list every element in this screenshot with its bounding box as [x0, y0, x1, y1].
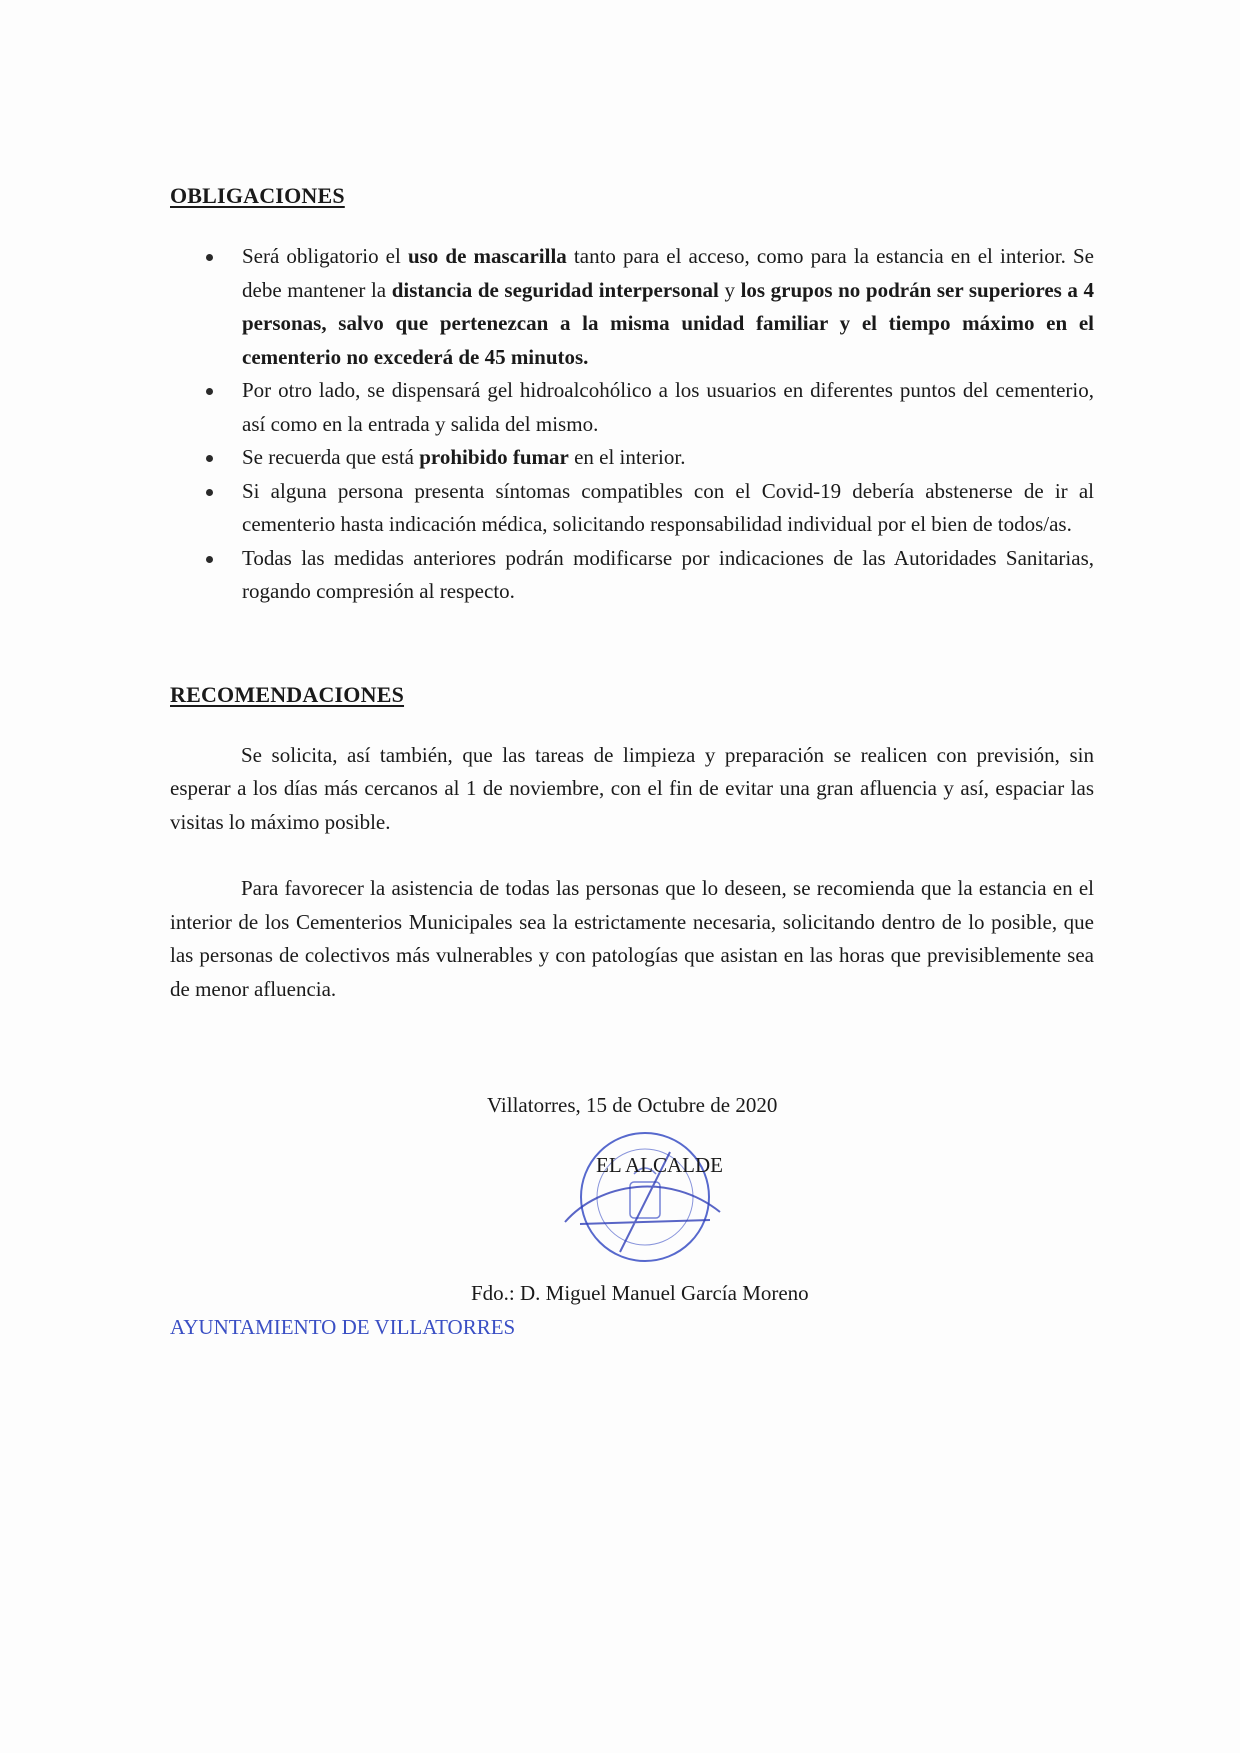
signed-by: Fdo.: D. Miguel Manuel García Moreno [471, 1281, 809, 1305]
list-item [206, 441, 1094, 475]
heading-recomendaciones: RECOMENDACIONES [170, 681, 405, 707]
bullet-icon [206, 556, 213, 563]
text-run: Por otro lado, se dispensará gel hidroalcohólico a los usuarios en diferentes puntos del cementerio, así como en la entrada y salida del mismo. [242, 378, 1094, 436]
obligaciones-list [206, 240, 1094, 609]
list-item [206, 475, 1094, 542]
text-run: tanto para el acceso, como para la estancia en el interior. Se debe mantener la [242, 244, 1094, 302]
list-item-text [242, 378, 1094, 436]
text-run: Será obligatorio el [242, 244, 408, 268]
bullet-icon [206, 388, 213, 395]
bold-text: los grupos no podrán ser superiores a 4 personas, salvo que pertenezcan a la misma unidad familiar y el tiempo máximo en el cementerio no excederá de 45 minutos. [242, 277, 1095, 369]
list-item [206, 374, 1094, 441]
heading-obligaciones: OBLIGACIONES [170, 183, 345, 208]
list-item-text [242, 546, 1094, 604]
bullet-icon [206, 489, 213, 496]
text-run: en el interior. [568, 445, 686, 469]
signer-role: EL ALCALDE [596, 1153, 723, 1177]
bold-text: uso de mascarilla [407, 244, 567, 268]
text-run: y [718, 277, 741, 302]
official-seal-icon [560, 1122, 730, 1272]
list-item [206, 542, 1094, 609]
place-date: Villatorres, 15 de Octubre de 2020 [487, 1093, 778, 1117]
list-item-text [242, 479, 1094, 537]
bold-text: prohibido fumar [419, 445, 569, 469]
text-run: Todas las medidas anteriores podrán modificarse por indicaciones de las Autoridades Sanitarias, rogando compresión al respecto. [242, 545, 1094, 603]
bullet-icon [206, 254, 213, 261]
bullet-icon [206, 455, 213, 462]
list-item-text [242, 445, 685, 469]
recommendation-paragraph-1: Se solicita, así también, que las tareas de limpieza y preparación se realicen con previsión, sin esperar a los días más cercanos al 1 de noviembre, con el fin de evitar una gran afluencia y así, espaciar las visitas lo máximo posible. [170, 742, 1094, 834]
seal-text: AYUNTAMIENTO DE VILLATORRES [170, 1315, 516, 1339]
text-run: Si alguna persona presenta síntomas compatibles con el Covid-19 debería abstenerse de ir al cementerio hasta indicación médica, solicitando responsabilidad individual por el bien de todos/as. [242, 478, 1094, 536]
list-item-text [242, 244, 1094, 369]
recommendation-paragraph-2: Para favorecer la asistencia de todas las personas que lo deseen, se recomienda que la estancia en el interior de los Cementerios Municipales sea la estrictamente necesaria, solicitando dentro de lo posible, que las personas de colectivos más vulnerables y con patologías que asistan en las horas que previsiblemente sea de menor afluencia. [170, 876, 1094, 1001]
list-item [206, 240, 1094, 374]
bold-text: distancia de seguridad interpersonal [391, 277, 719, 302]
recomendaciones-section [170, 681, 1094, 1007]
text-run: Se recuerda que está [242, 445, 420, 469]
signature-block [170, 1092, 1094, 1339]
